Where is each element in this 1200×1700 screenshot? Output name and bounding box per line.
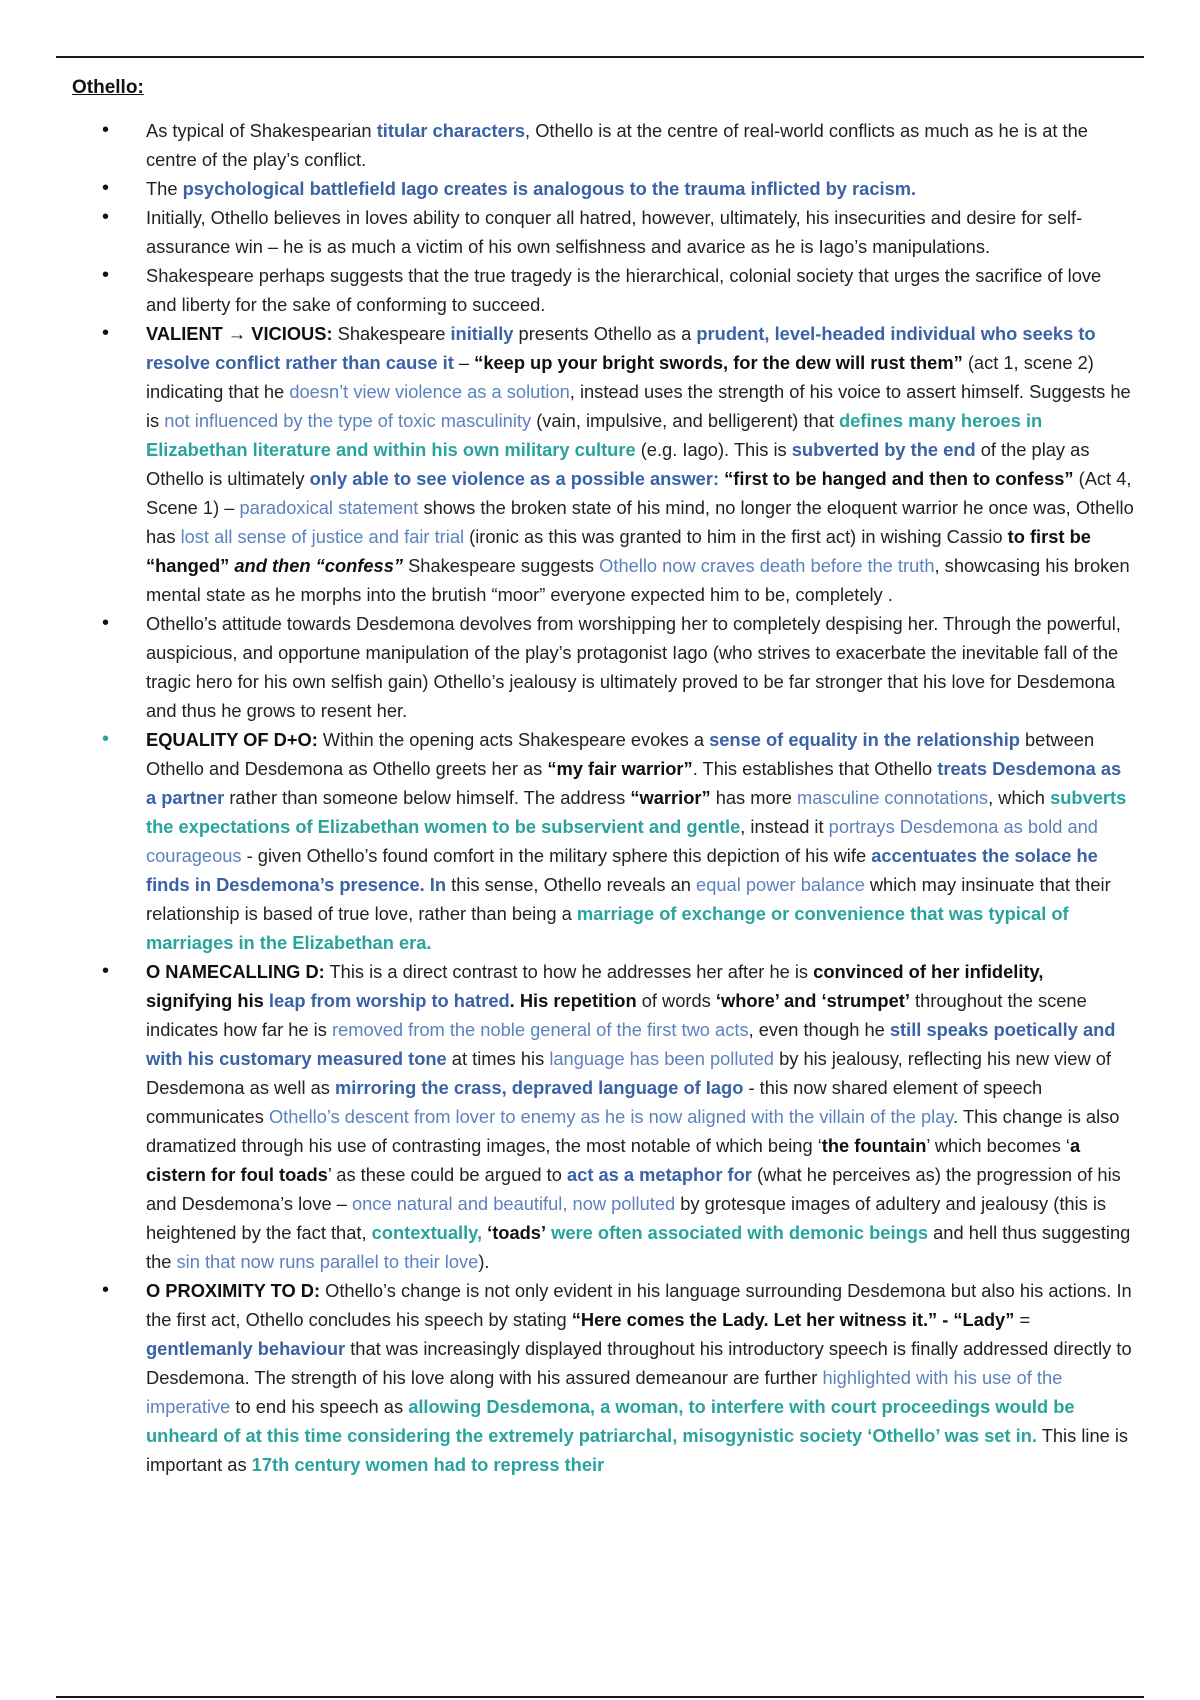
bullet-item: [72, 261, 1134, 319]
text-run: language has been polluted: [549, 1048, 774, 1069]
text-run: subverted by the end: [791, 439, 976, 460]
text-run: this sense, Othello reveals an: [446, 874, 697, 895]
text-run: “my fair warrior”: [547, 758, 693, 779]
text-run: sense of equality in the relationship: [709, 729, 1020, 750]
text-run: , instead it: [740, 816, 829, 837]
text-run: leap from worship to hatred: [268, 990, 510, 1011]
text-run: “Here comes the Lady. Let her witness it.” - “Lady”: [571, 1309, 1015, 1330]
bullet-list: [72, 116, 1134, 1479]
text-run: psychological battlefield Iago creates is analogous to the trauma inflicted by racism.: [182, 178, 917, 199]
document-body: [72, 74, 1134, 1479]
document-title: Othello:: [72, 77, 144, 98]
text-run: treats Desdemona as a partner: [146, 758, 1122, 808]
text-run: - given Othello’s found comfort in the military sphere this depiction of his wife: [241, 845, 872, 866]
text-run: “keep up your bright swords, for the dew will rust them”: [474, 352, 963, 373]
text-run: highlighted with his use of the imperative: [146, 1367, 1063, 1417]
text-run: , even though he: [748, 1019, 890, 1040]
text-run: Within the opening acts Shakespeare evokes a: [317, 729, 710, 750]
text-run: As typical of Shakespearian: [146, 120, 377, 141]
text-run: - this now shared element of speech communicates: [146, 1077, 1043, 1127]
text-run: Shakespeare perhaps suggests that the true tragedy is the hierarchical, colonial society that urges the sacrifice of love and liberty for the sake of conforming to succeed.: [146, 265, 1102, 315]
text-run: lost all sense of justice and fair trial: [180, 526, 465, 547]
text-run: Othello’s change is not only evident in his language surrounding Desdemona but also his actions. In the first act, Othello concludes his speech by stating: [146, 1280, 1132, 1330]
text-run: , Othello is at the centre of real-world conflicts as much as he is at the centre of the play’s conflict.: [146, 120, 1088, 170]
text-run: ).: [478, 1251, 490, 1272]
text-run: sin that now runs parallel to their love: [176, 1251, 479, 1272]
text-run: contextually,: [371, 1222, 483, 1243]
footer-rule: [56, 1696, 1144, 1698]
text-run: were often associated with demonic beings: [551, 1222, 929, 1243]
text-run: which may insinuate that their relationship is based of true love, rather than being a: [146, 874, 1111, 924]
text-run: the fountain: [821, 1135, 927, 1156]
text-run: gentlemanly behaviour: [146, 1338, 346, 1359]
text-run: by grotesque images of adultery and jealousy (this is heightened by the fact that,: [146, 1193, 1107, 1243]
text-run: 17th century women had to repress their: [251, 1454, 605, 1475]
text-run: equal power balance: [696, 874, 865, 895]
bullet-item: [72, 725, 1134, 957]
text-run: subverts the expectations of Elizabethan women to be subservient and gentle: [146, 787, 1127, 837]
text-run: (Act 4, Scene 1) –: [146, 468, 1132, 518]
text-run: only able to see violence as a possible answer:: [309, 468, 720, 489]
text-run: =: [1014, 1309, 1031, 1330]
text-run: allowing Desdemona, a woman, to interfere with court proceedings would be unheard of at this time considering the extremely patriarchal, misogynistic society ‘Othello’ was set in.: [146, 1396, 1075, 1446]
text-run: O NAMECALLING D:: [146, 961, 325, 982]
text-run: Shakespeare suggests: [403, 555, 600, 576]
text-run: O PROXIMITY TO D:: [146, 1280, 321, 1301]
text-run: portrays Desdemona as bold and courageous: [146, 816, 1098, 866]
text-run: shows the broken state of his mind, no longer the eloquent warrior he once was, Othello has: [146, 497, 1134, 547]
text-run: ‘toads’: [487, 1222, 547, 1243]
text-run: . His repetition: [509, 990, 637, 1011]
text-run: masculine connotations: [797, 787, 989, 808]
bullet-item: [72, 174, 1134, 203]
text-run: and then “confess”: [234, 555, 404, 576]
text-run: removed from the noble general of the first two acts: [331, 1019, 749, 1040]
text-run: between Othello and Desdemona as Othello greets her as: [146, 729, 1095, 779]
text-run: by his jealousy, reflecting his new view of Desdemona as well as: [146, 1048, 1111, 1098]
text-run: titular characters: [376, 120, 526, 141]
bullet-item: [72, 203, 1134, 261]
text-run: This is a direct contrast to how he addresses her after he is: [324, 961, 814, 982]
text-run: prudent, level-headed individual who seeks to resolve conflict rather than cause it: [146, 323, 1096, 373]
text-run: convinced of her infidelity, signifying his: [146, 961, 1044, 1011]
text-run: (what he perceives as) the progression of his and Desdemona’s love –: [146, 1164, 1121, 1214]
text-run: still speaks poetically and with his customary measured tone: [146, 1019, 1116, 1069]
text-run: of words: [636, 990, 716, 1011]
text-run: , showcasing his broken mental state as he morphs into the brutish “moor” everyone expected him to be, completely .: [146, 555, 1130, 605]
text-run: and hell thus suggesting the: [146, 1222, 1131, 1272]
text-run: ’ as these could be argued to: [327, 1164, 568, 1185]
text-run: . This establishes that Othello: [692, 758, 938, 779]
text-run: initially: [450, 323, 514, 344]
bullet-item: [72, 957, 1134, 1276]
text-run: to first be “hanged”: [146, 526, 1091, 576]
text-run: paradoxical statement: [239, 497, 419, 518]
text-run: . This change is also dramatized through his use of contrasting images, the most notable of which being ‘: [146, 1106, 1120, 1156]
text-run: accentuates the solace he finds in Desdemona’s presence. In: [146, 845, 1098, 895]
text-run: ‘whore’ and ‘strumpet’: [715, 990, 910, 1011]
text-run: Othello’s descent from lover to enemy as he is now aligned with the villain of the play: [268, 1106, 954, 1127]
text-run: doesn’t view violence as a solution: [289, 381, 570, 402]
bullet-item: [72, 319, 1134, 609]
text-run: marriage of exchange or convenience that was typical of marriages in the Elizabethan era.: [146, 903, 1069, 953]
text-run: to end his speech as: [230, 1396, 409, 1417]
text-run: presents Othello as a: [513, 323, 697, 344]
text-run: VALIENT → VICIOUS:: [146, 323, 333, 344]
text-run: EQUALITY OF D+O:: [146, 729, 318, 750]
text-run: ’ which becomes ‘: [926, 1135, 1070, 1156]
text-run: not influenced by the type of toxic masculinity: [164, 410, 532, 431]
text-run: –: [453, 352, 475, 373]
text-run: throughout the scene indicates how far he is: [146, 990, 1087, 1040]
text-run: at times his: [446, 1048, 550, 1069]
header-rule: [56, 56, 1144, 58]
text-run: This line is important as: [146, 1425, 1129, 1475]
text-run: , instead uses the strength of his voice to assert himself. Suggests he is: [146, 381, 1131, 431]
text-run: Othello’s attitude towards Desdemona devolves from worshipping her to completely despising her. Through the powerful, auspicious, and opportune manipulation of the play’s protagonist Iago (who strives to exacerbate the inevitable fall of the tragic hero for his own selfish gain) Othello’s jealousy is ultimately proved to be far stronger that his love for Desdemona and thus he grows to resent her.: [146, 613, 1121, 721]
text-run: (e.g. Iago). This is: [635, 439, 792, 460]
text-run: (ironic as this was granted to him in the first act) in wishing Cassio: [464, 526, 1008, 547]
text-run: , which: [988, 787, 1051, 808]
text-run: “warrior”: [630, 787, 711, 808]
bullet-item: [72, 1276, 1134, 1479]
text-run: that was increasingly displayed throughout his introductory speech is finally addressed directly to Desdemona. The strength of his love along with his assured demeanour are further: [146, 1338, 1132, 1388]
text-run: Shakespeare: [332, 323, 451, 344]
text-run: “first to be hanged and then to confess”: [724, 468, 1074, 489]
text-run: defines many heroes in Elizabethan literature and within his own military culture: [146, 410, 1043, 460]
text-run: of the play as Othello is ultimately: [146, 439, 1090, 489]
text-run: (vain, impulsive, and belligerent) that: [531, 410, 840, 431]
text-run: has more: [710, 787, 798, 808]
text-run: mirroring the crass, depraved language of Iago: [335, 1077, 744, 1098]
bullet-item: [72, 609, 1134, 725]
text-run: The: [146, 178, 183, 199]
text-run: rather than someone below himself. The address: [224, 787, 631, 808]
text-run: a cistern for foul toads: [146, 1135, 1081, 1185]
bullet-item: [72, 116, 1134, 174]
text-run: Initially, Othello believes in loves ability to conquer all hatred, however, ultimately, his insecurities and desire for self-assurance win – he is as much a victim of his own selfishness and avarice as he is Iago’s manipulations.: [146, 207, 1083, 257]
text-run: Othello now craves death before the truth: [599, 555, 935, 576]
text-run: act as a metaphor for: [567, 1164, 752, 1185]
text-run: once natural and beautiful, now polluted: [351, 1193, 676, 1214]
text-run: (act 1, scene 2) indicating that he: [146, 352, 1094, 402]
